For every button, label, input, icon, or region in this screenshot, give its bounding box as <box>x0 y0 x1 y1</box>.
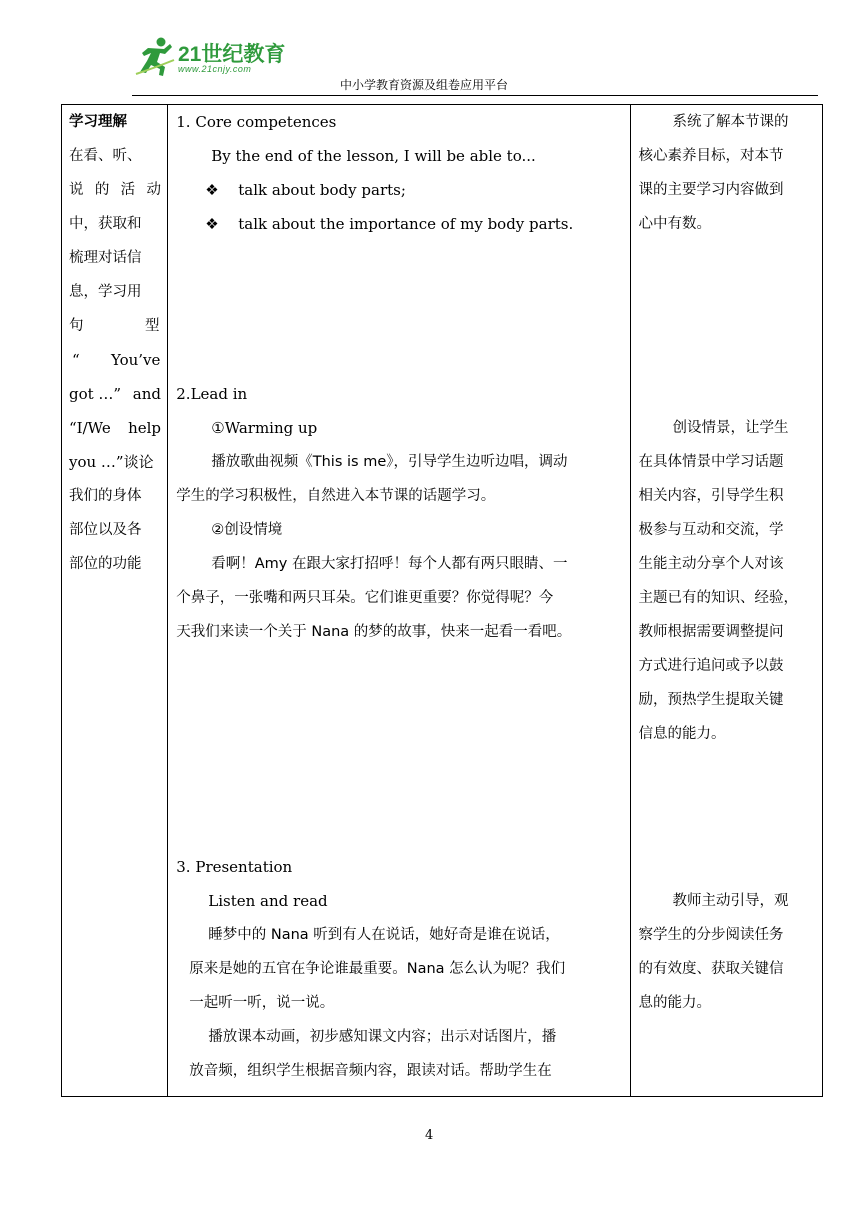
presentation-text: 播放课本动画，初步感知课文内容；出示对话图片，播 <box>208 1029 557 1045</box>
presentation-text: 一起听一听，说一说。 <box>189 995 335 1011</box>
objective-line: 我们的身体 <box>69 488 142 504</box>
intent-line: 息的能力。 <box>638 995 711 1011</box>
intent-line: 系统了解本节课的 <box>672 114 789 130</box>
page-number: 4 <box>425 1128 434 1143</box>
page-header <box>0 0 860 100</box>
presentation-text: 睡梦中的 Nana 听到有人在说话，她好奇是谁在说话， <box>208 927 560 943</box>
intent-line: 相关内容，引导学生积 <box>638 488 784 504</box>
objective-line: 说 的 活 动 <box>69 182 161 198</box>
intent-line: 生能主动分享个人对该 <box>638 556 784 572</box>
lead-in-sub: ①Warming up <box>211 419 318 437</box>
objective-line: you …”谈论 <box>69 453 154 471</box>
objective-line: 息，学习用 <box>69 284 142 300</box>
intent-line: 励，预热学生提取关键 <box>638 692 784 708</box>
intent-line: 主题已有的知识、经验， <box>638 590 798 606</box>
objective-line: “ <box>72 351 80 369</box>
intent-line: 在具体情景中学习话题 <box>638 454 784 470</box>
design-intent-cell <box>631 105 823 1097</box>
lead-in-text: 个鼻子，一张嘴和两只耳朵。它们谁更重要？你觉得呢？今 <box>176 590 554 606</box>
section-title-core: 1. Core competences <box>176 113 337 131</box>
activity-cell <box>168 105 631 1097</box>
intent-line: 方式进行追问或予以鼓 <box>638 658 784 674</box>
objective-line: 型 <box>145 318 160 334</box>
intent-line: 创设情景，让学生 <box>672 420 789 436</box>
section-title-presentation: 3. Presentation <box>176 858 293 876</box>
intent-line: 教师根据需要调整提问 <box>638 624 784 640</box>
presentation-text: 原来是她的五官在争论谁最重要。Nana 怎么认为呢？我们 <box>189 961 566 977</box>
intent-line: 教师主动引导，观 <box>672 893 789 909</box>
objective-line: 句 <box>69 318 84 334</box>
objective-line: “I/We help <box>69 419 161 437</box>
core-intro: By the end of the lesson, I will be able to... <box>211 147 536 165</box>
core-bullet: talk about the importance of my body parts. <box>238 215 574 233</box>
lead-in-text: 播放歌曲视频《This is me》，引导学生边听边唱，调动 <box>211 454 568 470</box>
bullet-diamond-icon: ❖ <box>205 181 219 199</box>
objective-line: 部位以及各 <box>69 522 142 538</box>
objective-cell <box>62 105 168 1097</box>
intent-line: 极参与互动和交流，学 <box>638 522 784 538</box>
intent-line: 课的主要学习内容做到 <box>638 182 784 198</box>
runner-logo-icon <box>134 36 178 78</box>
section-title-lead-in: 2.Lead in <box>176 385 248 403</box>
intent-line: 信息的能力。 <box>638 726 726 742</box>
header-divider <box>132 95 818 96</box>
intent-line: 察学生的分步阅读任务 <box>638 927 784 943</box>
lead-in-text: 天我们来读一个关于 Nana 的梦的故事，快来一起看一看吧。 <box>176 624 572 640</box>
lead-in-sub: ②创设情境 <box>211 522 283 538</box>
core-bullet: talk about body parts; <box>238 181 406 199</box>
logo-text: 21世纪教育 <box>178 43 286 66</box>
intent-line: 核心素养目标，对本节 <box>638 148 784 164</box>
objective-line: 在看、听、 <box>69 148 142 164</box>
intent-line: 心中有数。 <box>638 216 711 232</box>
presentation-sub: Listen and read <box>208 892 328 910</box>
intent-line: 的有效度、获取关键信 <box>638 961 784 977</box>
objective-line: 部位的功能 <box>69 556 142 572</box>
lead-in-text: 看啊！Amy 在跟大家打招呼！每个人都有两只眼睛、一 <box>211 556 568 572</box>
bullet-diamond-icon: ❖ <box>205 215 219 233</box>
logo-url: www.21cnjy.com <box>178 64 252 74</box>
objective-line: You’ve <box>111 351 161 369</box>
objective-line: got …” and <box>69 385 161 403</box>
objective-title: 学习理解 <box>69 114 127 130</box>
lead-in-text: 学生的学习积极性，自然进入本节课的话题学习。 <box>176 488 496 504</box>
logo <box>134 36 304 82</box>
platform-title: 中小学教育资源及组卷应用平台 <box>340 78 509 92</box>
objective-line: 梳理对话信 <box>69 250 142 266</box>
objective-line: 中，获取和 <box>69 216 142 232</box>
lesson-table <box>61 104 823 1097</box>
presentation-text: 放音频，组织学生根据音频内容，跟读对话。帮助学生在 <box>189 1063 552 1079</box>
